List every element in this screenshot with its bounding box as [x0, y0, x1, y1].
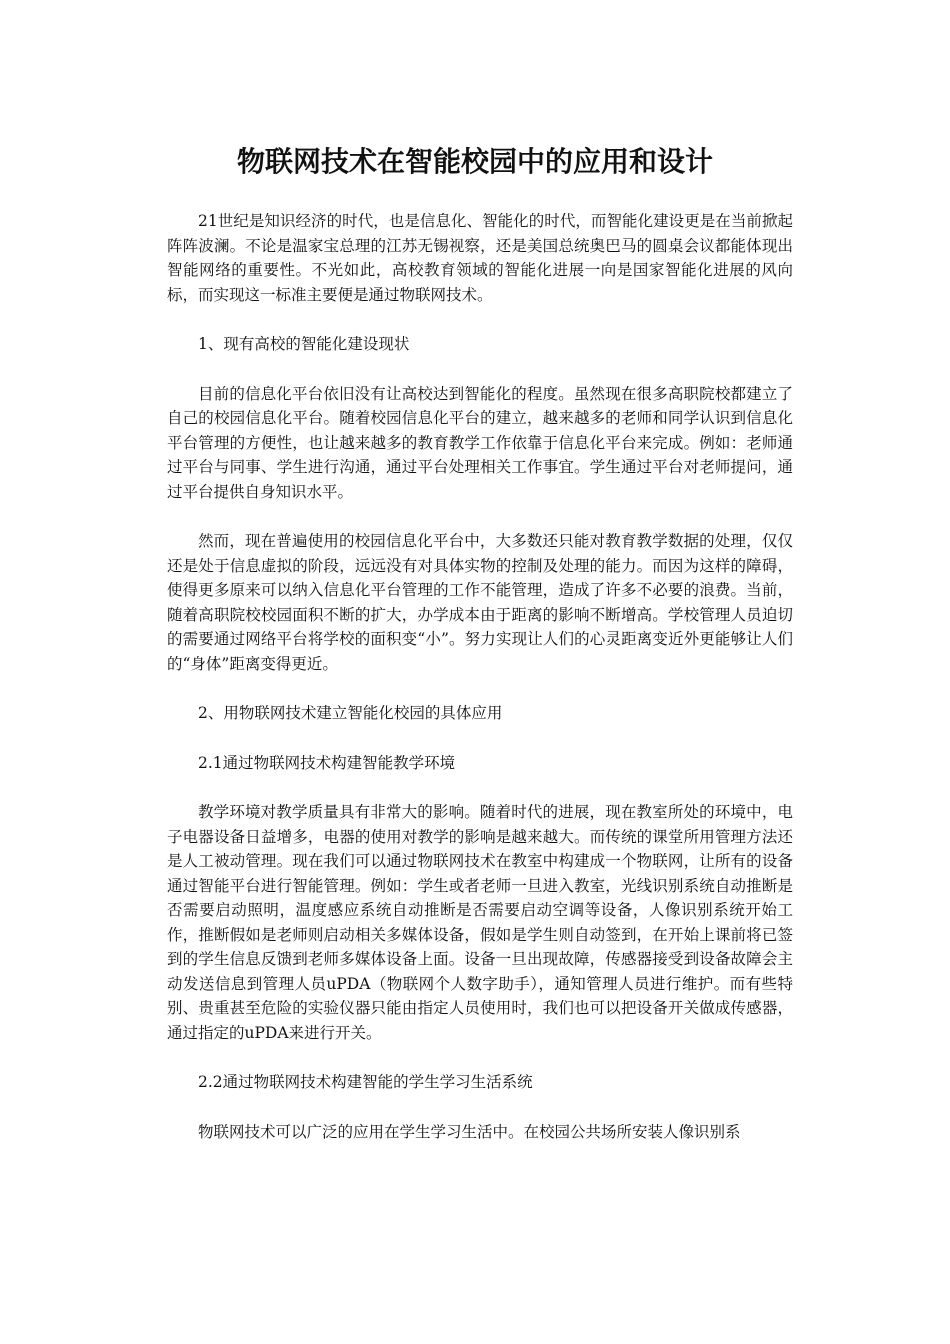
intro-paragraph: 21世纪是知识经济的时代，也是信息化、智能化的时代，而智能化建设更是在当前掀起阵阵波澜。不论是温家宝总理的江苏无锡视察，还是美国总统奥巴马的圆桌会议都能体现出智能网络的重要性。不光如此，高校教育领域的智能化进展一向是国家智能化进展的风向标，而实现这一标准主要便是通过物联网技术。: [167, 212, 793, 304]
section-1-paragraph-2: 然而，现在普遍使用的校园信息化平台中，大多数还只能对教育教学数据的处理，仅仅还是处于信息虚拟的阶段，远远没有对具体实物的控制及处理的能力。而因为这样的障碍，使得更多原来可以纳入信息化平台管理的工作不能管理，造成了许多不必要的浪费。当前，随着高职院校校园面积不断的扩大，办学成本由于距离的影响不断增高。学校管理人员迫切的需要通过网络平台将学校的面积变“小”。努力实现让人们的心灵距离变近外更能够让人们的“身体”距离变得更近。: [167, 532, 793, 673]
section-2-heading: 2、用物联网技术建立智能化校园的具体应用: [198, 704, 503, 722]
document-body: [167, 209, 793, 1169]
section-2-1-heading: 2.1通过物联网技术构建智能教学环境: [198, 753, 456, 772]
section-1-heading: 1、现有高校的智能化建设现状: [198, 335, 410, 353]
section-2-2-heading: 2.2通过物联网技术构建智能的学生学习生活系统: [198, 1073, 533, 1091]
section-2-2-paragraph: 物联网技术可以广泛的应用在学生学习生活中。在校园公共场所安装人像识别系: [198, 1122, 741, 1141]
section-1-paragraph-1: 目前的信息化平台依旧没有让高校达到智能化的程度。虽然现在很多高职院校都建立了自己的校园信息化平台。随着校园信息化平台的建立，越来越多的老师和同学认识到信息化平台管理的方便性，也让越来越多的教育教学工作依靠于信息化平台来完成。例如：老师通过平台与同事、学生进行沟通，通过平台处理相关工作事宜。学生通过平台对老师提问，通过平台提供自身知识水平。: [167, 384, 793, 501]
section-2-1-paragraph: 教学环境对教学质量具有非常大的影响。随着时代的进展，现在教室所处的环境中，电子电器设备日益增多，电器的使用对教学的影响是越来越大。而传统的课堂所用管理方法还是人工被动管理。现在我们可以通过物联网技术在教室中构建成一个物联网，让所有的设备通过智能平台进行智能管理。例如：学生或者老师一旦进入教室，光线识别系统自动推断是否需要启动照明，温度感应系统自动推断是否需要启动空调等设备，人像识别系统开始工作，推断假如是老师则启动相关多媒体设备，假如是学生则自动签到，在开始上课前将已签到的学生信息反馈到老师多媒体设备上面。设备一旦出现故障，传感器接受到设备故障会主动发送信息到管理人员uPDA（物联网个人数字助手），通知管理人员进行维护。而有些特别、贵重甚至危险的实验仪器只能由指定人员使用时，我们也可以把设备开关做成传感器，通过指定的uPDA来进行开关。: [167, 803, 793, 1042]
document-title: 物联网技术在智能校园中的应用和设计: [236, 145, 713, 178]
